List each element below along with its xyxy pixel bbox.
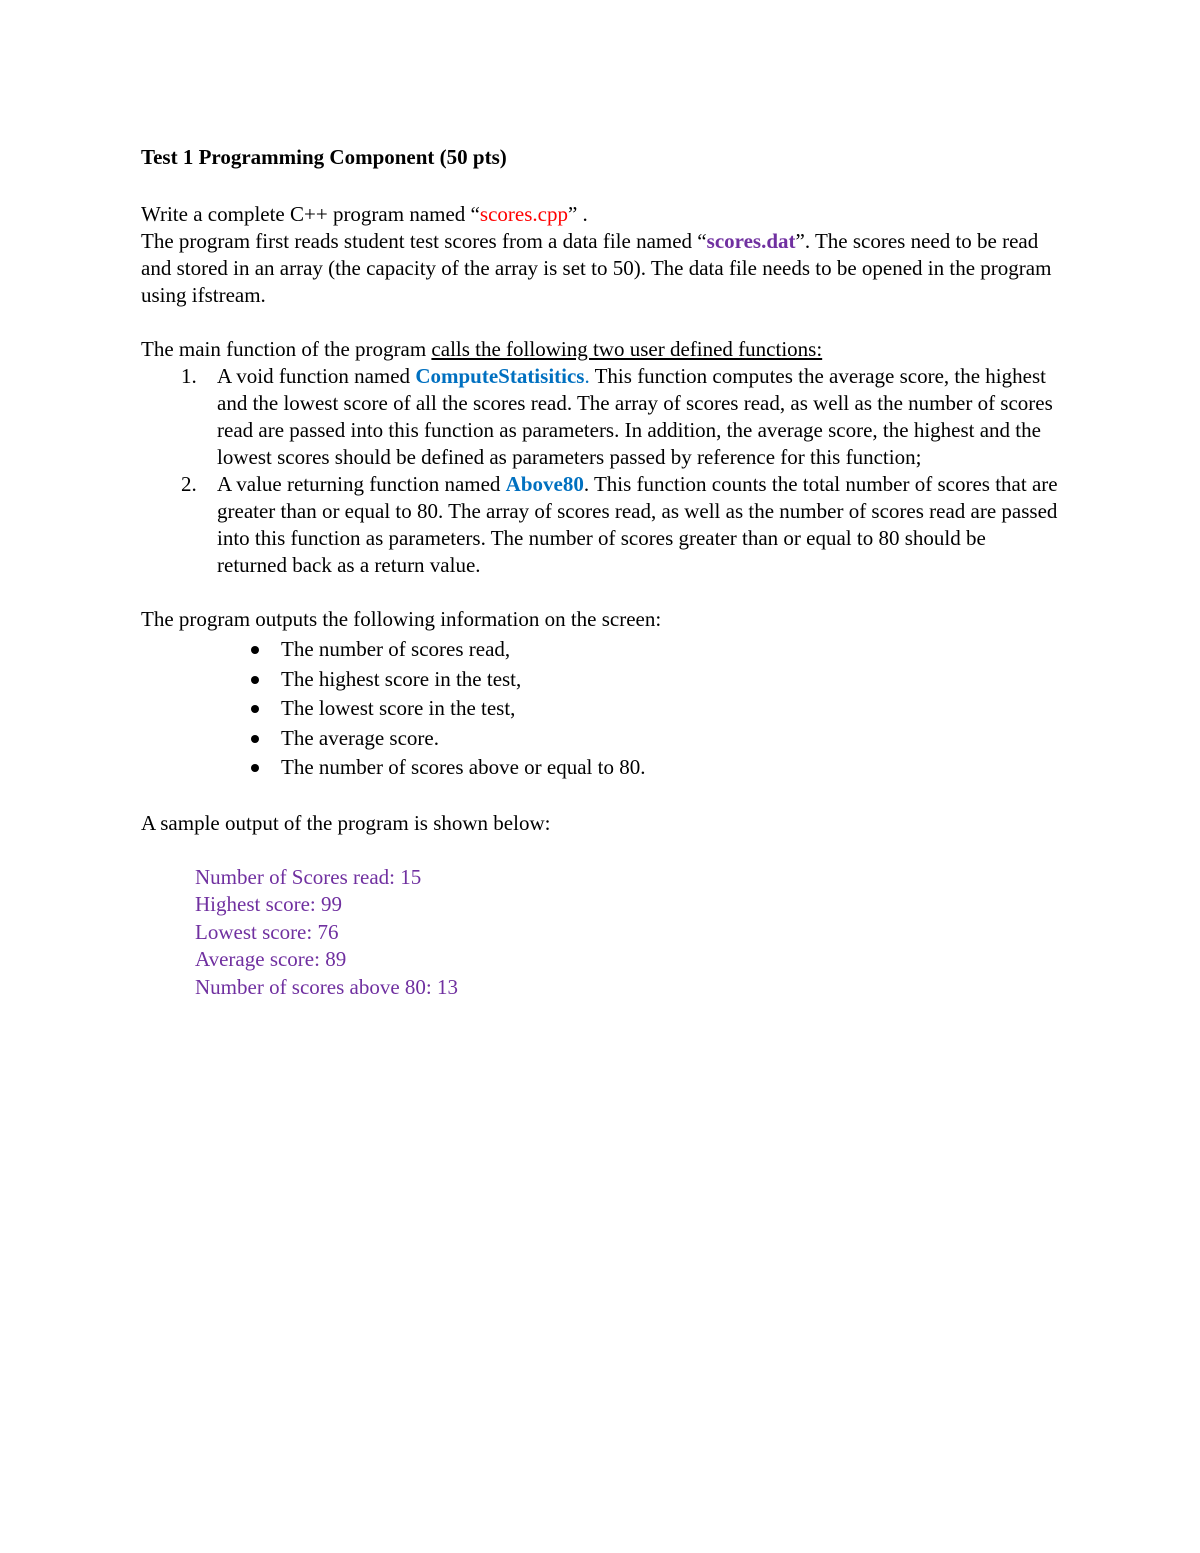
function-description: This function computes the average score, the highest and the lowest score of all the scores read. The array of scores read, as well as the number of scores read are passed into this function as parameters. In addition, the average score, the highest and the lowest scores should be defined as parameters passed by reference for this function; [217, 364, 1053, 469]
program-filename: scores.cpp [479, 202, 568, 226]
function-text: A void function named [217, 364, 416, 388]
function-name-compute: ComputeStatisitics [415, 364, 585, 388]
function-number: 2. [181, 472, 197, 496]
sample-line: Number of Scores read: 15 [195, 864, 422, 889]
bullet-icon [251, 646, 259, 654]
bullet-icon [251, 705, 259, 713]
main-function-text: The main function of the program [141, 337, 432, 361]
list-item-text: The average score. [281, 725, 439, 750]
function-list [141, 363, 1061, 579]
list-item [281, 665, 1061, 695]
function-item [181, 471, 1061, 579]
intro-text: ”. The scores need to be read and stored in an array (the capacity of the array is set to 50). The data file needs to be opened in the program using ifstream. [141, 229, 1052, 307]
list-item [281, 694, 1061, 724]
intro-line-1 [141, 201, 1061, 228]
sample-output [141, 864, 1061, 1002]
document-page [141, 140, 1061, 1001]
function-number: 1. [181, 364, 197, 388]
sample-line: Lowest score: 76 [195, 919, 339, 944]
bullet-icon [251, 735, 259, 743]
function-text: A value returning function named [217, 472, 506, 496]
sample-line: Highest score: 99 [195, 892, 342, 916]
bullet-icon [251, 676, 259, 684]
intro-text: ” . [567, 202, 588, 226]
sample-line: Number of scores above 80: 13 [195, 974, 459, 999]
list-item-text: The number of scores above or equal to 80. [281, 755, 646, 779]
list-item [281, 724, 1061, 754]
intro-paragraph [141, 228, 1061, 309]
outputs-lead: The program outputs the following information on the screen: [141, 607, 662, 631]
function-name-suffix: . [584, 364, 590, 388]
bullet-icon [251, 764, 259, 772]
list-item [281, 753, 1061, 783]
function-description: . This function counts the total number of scores that are greater than or equal to 80. The array of scores read, as well as the number of scores read are passed into this function as parameters. The number of scores greater than or equal to 80 should be returned back as a return value. [217, 472, 1058, 577]
list-item-text: The lowest score in the test, [281, 696, 516, 720]
intro-text: The program first reads student test scores from a data file named “ [141, 229, 707, 253]
outputs-list [141, 635, 1061, 783]
function-item [181, 363, 1061, 471]
sample-lead: A sample output of the program is shown below: [141, 810, 551, 835]
data-filename: scores.dat [706, 229, 796, 253]
main-function-underlined: calls the following two user defined functions: [431, 337, 823, 361]
list-item [281, 635, 1061, 665]
list-item-text: The highest score in the test, [281, 666, 522, 691]
document-title: Test 1 Programming Component (50 pts) [141, 145, 507, 169]
main-function-lead [141, 336, 1061, 363]
sample-line: Average score: 89 [195, 947, 347, 971]
list-item-text: The number of scores read, [281, 637, 511, 661]
function-name-above80: Above80 [505, 472, 584, 496]
intro-text: Write a complete C++ program named “ [141, 202, 480, 226]
